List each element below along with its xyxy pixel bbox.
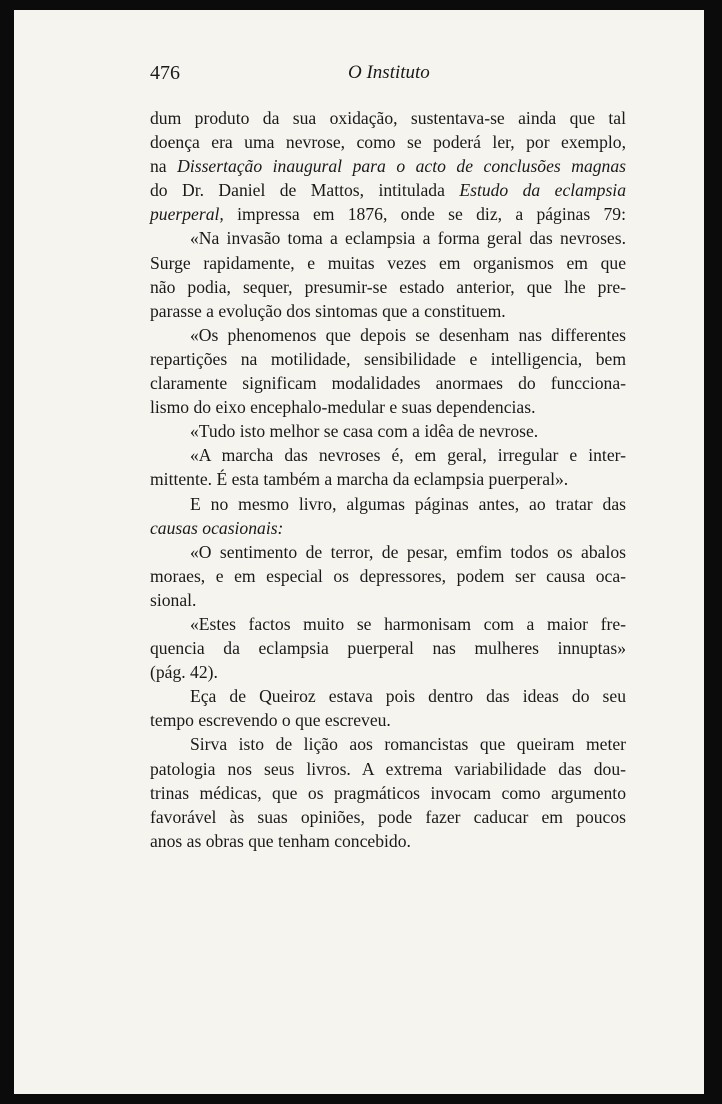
page-header bbox=[150, 62, 620, 92]
text-line: mittente. É esta também a marcha da eclampsia puerperal». bbox=[150, 469, 569, 490]
body-text bbox=[150, 106, 626, 853]
text-line: repartições na motilidade, sensibilidade e intelligencia, bem bbox=[150, 348, 626, 369]
text-line: claramente significam modalidades anormaes do funcciona- bbox=[150, 373, 626, 394]
text-line: tempo escrevendo o que escreveu. bbox=[150, 710, 391, 731]
text-line: «Os phenomenos que depois se desenham nas differentes bbox=[190, 324, 626, 345]
text-line: Eça de Queiroz estava pois dentro das ideas do seu bbox=[190, 686, 626, 707]
text-line: não podia, sequer, presumir-se estado anterior, que lhe pre- bbox=[150, 276, 626, 297]
text-line: moraes, e em especial os depressores, podem ser causa oca- bbox=[150, 565, 626, 586]
text-line: E no mesmo livro, algumas páginas antes, ao tratar das bbox=[190, 493, 626, 514]
text-line: anos as obras que tenham concebido. bbox=[150, 830, 411, 851]
text-line: «O sentimento de terror, de pesar, emfim todos os abalos bbox=[190, 541, 626, 562]
text-line: parasse a evolução dos sintomas que a constituem. bbox=[150, 300, 506, 321]
book-page bbox=[14, 10, 710, 1094]
text-line: dum produto da sua oxidação, sustentava-se ainda que tal bbox=[150, 108, 626, 128]
text-line: doença era uma nevrose, como se poderá ler, por exemplo, bbox=[150, 132, 626, 153]
text-line: «A marcha das nevroses é, em geral, irregular e inter- bbox=[190, 445, 626, 466]
text-line: Surge rapidamente, e muitas vezes em organismos em que bbox=[150, 252, 626, 273]
text-line: (pág. 42). bbox=[150, 662, 218, 683]
text-line: sional. bbox=[150, 589, 197, 610]
text-line: puerperal, impressa em 1876, onde se diz, a páginas 79: bbox=[150, 204, 626, 225]
text-line: «Na invasão toma a eclampsia a forma geral das nevroses. bbox=[190, 228, 626, 249]
text-line: «Estes factos muito se harmonisam com a maior fre- bbox=[190, 613, 626, 634]
text-line: favorável às suas opiniões, pode fazer caducar em poucos bbox=[150, 806, 626, 827]
page-number: 476 bbox=[150, 62, 180, 84]
text-line: do Dr. Daniel de Mattos, intitulada Estudo da eclampsia bbox=[150, 180, 626, 201]
text-line: quencia da eclampsia puerperal nas mulheres innuptas» bbox=[150, 638, 626, 659]
text-line: na Dissertação inaugural para o acto de conclusões magnas bbox=[150, 156, 626, 177]
text-line: lismo do eixo encephalo-medular e suas dependencias. bbox=[150, 397, 536, 418]
text-line: «Tudo isto melhor se casa com a idêa de nevrose. bbox=[190, 421, 539, 442]
text-line: patologia nos seus livros. A extrema variabilidade das dou- bbox=[150, 758, 626, 779]
text-line: trinas médicas, que os pragmáticos invocam como argumento bbox=[150, 782, 626, 803]
text-line: causas ocasionais: bbox=[150, 517, 284, 538]
text-line: Sirva isto de lição aos romancistas que queiram meter bbox=[190, 734, 626, 755]
running-head: O Instituto bbox=[348, 62, 430, 83]
